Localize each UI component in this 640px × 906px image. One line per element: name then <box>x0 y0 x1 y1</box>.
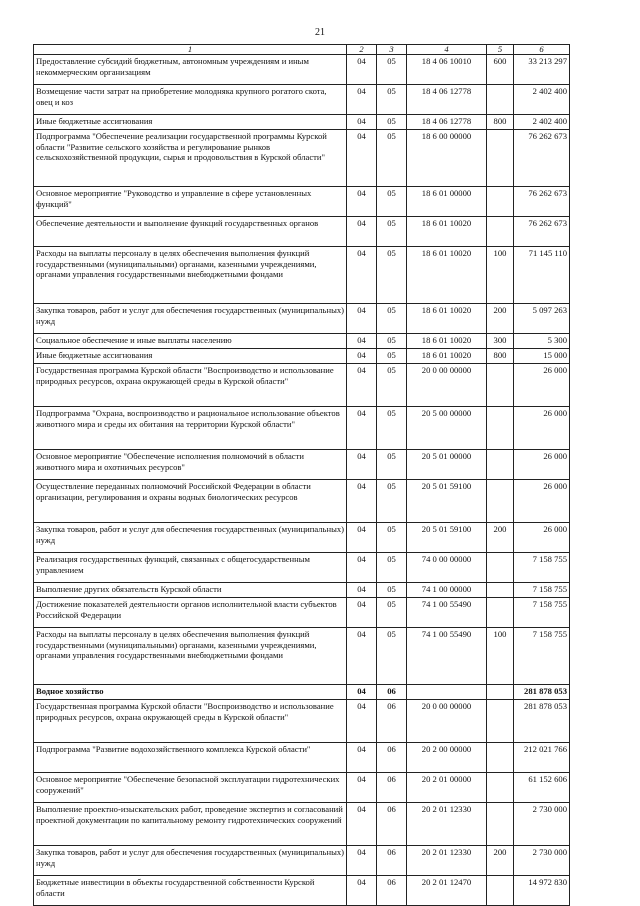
row-vr-cell <box>487 187 514 217</box>
row-rz-cell: 04 <box>347 407 377 450</box>
row-name-cell: Выполнение проектно-изыскательских работ, проведение экспертиз и согласований проектной документации по капитальному ремонту гидротехнических сооружений <box>34 803 347 846</box>
row-csr-cell: 18 4 06 10010 <box>407 55 487 85</box>
row-rz-cell: 04 <box>347 480 377 523</box>
row-vr-cell <box>487 480 514 523</box>
row-rz-cell: 04 <box>347 304 377 334</box>
row-vr-cell: 200 <box>487 304 514 334</box>
row-sum-cell: 14 972 830 <box>514 876 570 906</box>
row-sum-cell: 76 262 673 <box>514 130 570 187</box>
row-name-cell: Водное хозяйство <box>34 685 347 700</box>
row-pr-cell: 05 <box>377 130 407 187</box>
row-rz-cell: 04 <box>347 247 377 304</box>
row-pr-cell: 05 <box>377 364 407 407</box>
row-vr-cell <box>487 130 514 187</box>
row-sum-cell: 15 000 <box>514 349 570 364</box>
row-vr-cell <box>487 743 514 773</box>
row-csr-cell: 18 6 01 10020 <box>407 349 487 364</box>
row-sum-cell: 26 000 <box>514 480 570 523</box>
row-pr-cell: 05 <box>377 115 407 130</box>
row-pr-cell: 05 <box>377 349 407 364</box>
row-pr-cell: 06 <box>377 846 407 876</box>
row-sum-cell: 76 262 673 <box>514 187 570 217</box>
row-rz-cell: 04 <box>347 598 377 628</box>
row-name-cell: Государственная программа Курской области "Воспроизводство и использование природных ресурсов, охрана окружающей среды в Курской области" <box>34 364 347 407</box>
row-rz-cell: 04 <box>347 85 377 115</box>
row-rz-cell: 04 <box>347 700 377 743</box>
row-csr-cell: 20 5 01 59100 <box>407 480 487 523</box>
row-pr-cell: 05 <box>377 523 407 553</box>
row-csr-cell: 20 5 00 00000 <box>407 407 487 450</box>
row-name-cell: Расходы на выплаты персоналу в целях обеспечения выполнения функций государственными (муниципальными) органами, казенными учреждениями, органами управления государственными внебюджетными фондами <box>34 628 347 685</box>
row-csr-cell: 74 1 00 55490 <box>407 598 487 628</box>
row-csr-cell: 20 2 01 12470 <box>407 876 487 906</box>
row-vr-cell <box>487 876 514 906</box>
row-sum-cell: 2 402 400 <box>514 115 570 130</box>
row-vr-cell: 600 <box>487 55 514 85</box>
table-row <box>34 349 570 364</box>
row-name-cell: Бюджетные инвестиции в объекты государственной собственности Курской области <box>34 876 347 906</box>
row-name-cell: Осуществление переданных полномочий Российской Федерации в области организации, регулирования и охраны водных биологических ресурсов <box>34 480 347 523</box>
row-rz-cell: 04 <box>347 217 377 247</box>
row-name-cell: Основное мероприятие "Обеспечение исполнения полномочий в области животного мира и охотничьих ресурсов" <box>34 450 347 480</box>
row-pr-cell: 06 <box>377 743 407 773</box>
row-sum-cell: 7 158 755 <box>514 628 570 685</box>
row-vr-cell <box>487 700 514 743</box>
row-pr-cell: 05 <box>377 187 407 217</box>
row-name-cell: Выполнение других обязательств Курской области <box>34 583 347 598</box>
row-name-cell: Иные бюджетные ассигнования <box>34 349 347 364</box>
row-rz-cell: 04 <box>347 115 377 130</box>
row-rz-cell: 04 <box>347 450 377 480</box>
row-csr-cell: 18 4 06 12778 <box>407 85 487 115</box>
row-sum-cell: 2 730 000 <box>514 803 570 846</box>
row-pr-cell: 05 <box>377 598 407 628</box>
table-row <box>34 523 570 553</box>
row-rz-cell: 04 <box>347 553 377 583</box>
table-row <box>34 480 570 523</box>
table-row <box>34 553 570 583</box>
table-row <box>34 55 570 85</box>
row-vr-cell <box>487 685 514 700</box>
row-sum-cell: 26 000 <box>514 364 570 407</box>
row-sum-cell: 26 000 <box>514 523 570 553</box>
row-vr-cell <box>487 583 514 598</box>
table-row <box>34 628 570 685</box>
row-rz-cell: 04 <box>347 334 377 349</box>
row-name-cell: Расходы на выплаты персоналу в целях обеспечения выполнения функций государственными (муниципальными) органами, казенными учреждениями, органами управления государственными внебюджетными фондами <box>34 247 347 304</box>
row-sum-cell: 7 158 755 <box>514 598 570 628</box>
row-name-cell: Реализация государственных функций, связанных с общегосударственным управлением <box>34 553 347 583</box>
row-csr-cell: 18 6 01 10020 <box>407 247 487 304</box>
header-cell-csr: 4 <box>407 45 487 55</box>
table-row <box>34 743 570 773</box>
row-csr-cell: 18 6 00 00000 <box>407 130 487 187</box>
row-rz-cell: 04 <box>347 803 377 846</box>
row-name-cell: Основное мероприятие "Обеспечение безопасной эксплуатации гидротехнических сооружений" <box>34 773 347 803</box>
row-csr-cell: 20 5 01 59100 <box>407 523 487 553</box>
row-vr-cell <box>487 553 514 583</box>
row-rz-cell: 04 <box>347 523 377 553</box>
row-vr-cell <box>487 598 514 628</box>
row-rz-cell: 04 <box>347 743 377 773</box>
table-row <box>34 247 570 304</box>
row-name-cell: Закупка товаров, работ и услуг для обеспечения государственных (муниципальных) нужд <box>34 304 347 334</box>
header-cell-sum: 6 <box>514 45 570 55</box>
row-pr-cell: 06 <box>377 700 407 743</box>
row-rz-cell: 04 <box>347 876 377 906</box>
row-rz-cell: 04 <box>347 55 377 85</box>
row-pr-cell: 06 <box>377 876 407 906</box>
row-sum-cell: 281 878 053 <box>514 685 570 700</box>
row-sum-cell: 33 213 297 <box>514 55 570 85</box>
row-csr-cell: 74 1 00 00000 <box>407 583 487 598</box>
row-name-cell: Предоставление субсидий бюджетным, автономным учреждениям и иным некоммерческим организациям <box>34 55 347 85</box>
row-pr-cell: 05 <box>377 85 407 115</box>
row-csr-cell: 74 0 00 00000 <box>407 553 487 583</box>
table-header-row <box>34 45 570 55</box>
row-vr-cell <box>487 803 514 846</box>
table-row <box>34 187 570 217</box>
row-csr-cell: 20 2 01 12330 <box>407 846 487 876</box>
row-csr-cell: 20 2 00 00000 <box>407 743 487 773</box>
row-csr-cell: 20 0 00 00000 <box>407 700 487 743</box>
header-cell-vr: 5 <box>487 45 514 55</box>
row-sum-cell: 5 300 <box>514 334 570 349</box>
row-pr-cell: 05 <box>377 450 407 480</box>
table-row <box>34 598 570 628</box>
row-vr-cell: 100 <box>487 628 514 685</box>
header-cell-name: 1 <box>34 45 347 55</box>
row-rz-cell: 04 <box>347 364 377 407</box>
page-number: 21 <box>315 27 325 38</box>
row-csr-cell: 20 5 01 00000 <box>407 450 487 480</box>
row-csr-cell <box>407 685 487 700</box>
row-csr-cell: 18 6 01 10020 <box>407 334 487 349</box>
row-vr-cell <box>487 773 514 803</box>
row-vr-cell: 100 <box>487 247 514 304</box>
row-rz-cell: 04 <box>347 349 377 364</box>
row-pr-cell: 05 <box>377 304 407 334</box>
row-rz-cell: 04 <box>347 628 377 685</box>
row-sum-cell: 26 000 <box>514 450 570 480</box>
header-cell-rz: 2 <box>347 45 377 55</box>
row-csr-cell: 20 2 01 12330 <box>407 803 487 846</box>
table-row <box>34 304 570 334</box>
row-name-cell: Подпрограмма "Обеспечение реализации государственной программы Курской области "Развитие сельского хозяйства и регулирование рынков сельскохозяйственной продукции, сырья и продовольствия в Курской области" <box>34 130 347 187</box>
row-pr-cell: 05 <box>377 480 407 523</box>
table-row <box>34 217 570 247</box>
header-cell-pr: 3 <box>377 45 407 55</box>
row-csr-cell: 18 6 01 10020 <box>407 217 487 247</box>
row-pr-cell: 06 <box>377 803 407 846</box>
row-name-cell: Возмещение части затрат на приобретение молодняка крупного рогатого скота, овец и коз <box>34 85 347 115</box>
row-vr-cell <box>487 450 514 480</box>
row-sum-cell: 212 021 766 <box>514 743 570 773</box>
row-name-cell: Обеспечение деятельности и выполнение функций государственных органов <box>34 217 347 247</box>
row-name-cell: Социальное обеспечение и иные выплаты населению <box>34 334 347 349</box>
row-csr-cell: 20 0 00 00000 <box>407 364 487 407</box>
row-pr-cell: 05 <box>377 247 407 304</box>
row-sum-cell: 281 878 053 <box>514 700 570 743</box>
row-name-cell: Достижение показателей деятельности органов исполнительной власти субъектов Российской Федерации <box>34 598 347 628</box>
row-vr-cell <box>487 217 514 247</box>
table-row <box>34 85 570 115</box>
row-pr-cell: 05 <box>377 407 407 450</box>
row-pr-cell: 05 <box>377 334 407 349</box>
row-vr-cell <box>487 407 514 450</box>
row-name-cell: Закупка товаров, работ и услуг для обеспечения государственных (муниципальных) нужд <box>34 846 347 876</box>
row-sum-cell: 2 402 400 <box>514 85 570 115</box>
row-vr-cell <box>487 364 514 407</box>
row-vr-cell <box>487 85 514 115</box>
row-name-cell: Иные бюджетные ассигнования <box>34 115 347 130</box>
table-row <box>34 364 570 407</box>
table-row <box>34 773 570 803</box>
table-row <box>34 685 570 700</box>
row-sum-cell: 76 262 673 <box>514 217 570 247</box>
row-rz-cell: 04 <box>347 773 377 803</box>
table-row <box>34 334 570 349</box>
row-vr-cell: 200 <box>487 523 514 553</box>
table-row <box>34 846 570 876</box>
row-name-cell: Подпрограмма "Развитие водохозяйственного комплекса Курской области" <box>34 743 347 773</box>
row-pr-cell: 05 <box>377 55 407 85</box>
row-sum-cell: 7 158 755 <box>514 583 570 598</box>
row-rz-cell: 04 <box>347 685 377 700</box>
row-sum-cell: 5 097 263 <box>514 304 570 334</box>
row-pr-cell: 05 <box>377 628 407 685</box>
table-row <box>34 583 570 598</box>
row-vr-cell: 300 <box>487 334 514 349</box>
row-rz-cell: 04 <box>347 130 377 187</box>
row-vr-cell: 800 <box>487 115 514 130</box>
table-row <box>34 130 570 187</box>
budget-table <box>33 44 570 906</box>
table-row <box>34 803 570 846</box>
row-name-cell: Подпрограмма "Охрана, воспроизводство и рациональное использование объектов животного мира и среды их обитания на территории Курской области" <box>34 407 347 450</box>
row-csr-cell: 18 4 06 12778 <box>407 115 487 130</box>
table-row <box>34 115 570 130</box>
row-sum-cell: 2 730 000 <box>514 846 570 876</box>
table-row <box>34 876 570 906</box>
row-pr-cell: 05 <box>377 553 407 583</box>
row-sum-cell: 71 145 110 <box>514 247 570 304</box>
row-vr-cell: 200 <box>487 846 514 876</box>
row-sum-cell: 7 158 755 <box>514 553 570 583</box>
table-row <box>34 450 570 480</box>
row-sum-cell: 26 000 <box>514 407 570 450</box>
row-name-cell: Основное мероприятие "Руководство и управление в сфере установленных функций" <box>34 187 347 217</box>
row-pr-cell: 05 <box>377 217 407 247</box>
row-pr-cell: 06 <box>377 773 407 803</box>
row-name-cell: Государственная программа Курской области "Воспроизводство и использование природных ресурсов, охрана окружающей среды в Курской области" <box>34 700 347 743</box>
table-row <box>34 407 570 450</box>
row-csr-cell: 18 6 01 00000 <box>407 187 487 217</box>
row-vr-cell: 800 <box>487 349 514 364</box>
row-rz-cell: 04 <box>347 187 377 217</box>
row-pr-cell: 06 <box>377 685 407 700</box>
row-rz-cell: 04 <box>347 846 377 876</box>
row-pr-cell: 05 <box>377 583 407 598</box>
row-csr-cell: 18 6 01 10020 <box>407 304 487 334</box>
row-csr-cell: 20 2 01 00000 <box>407 773 487 803</box>
row-sum-cell: 61 152 606 <box>514 773 570 803</box>
row-csr-cell: 74 1 00 55490 <box>407 628 487 685</box>
row-name-cell: Закупка товаров, работ и услуг для обеспечения государственных (муниципальных) нужд <box>34 523 347 553</box>
row-rz-cell: 04 <box>347 583 377 598</box>
table-row <box>34 700 570 743</box>
